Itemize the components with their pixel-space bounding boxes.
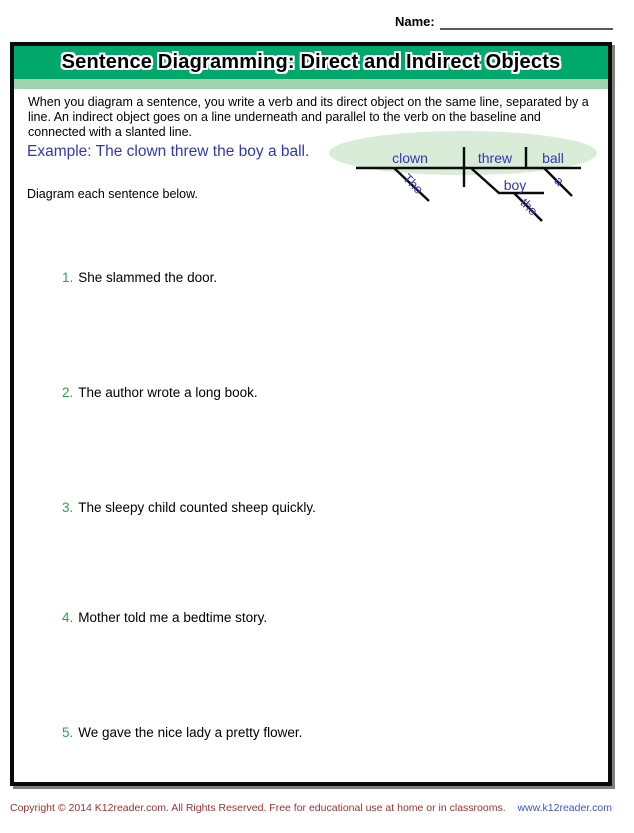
example-sentence: Example: The clown threw the boy a ball. — [27, 143, 310, 160]
diagram-indirect-object-modifier-word: the — [517, 195, 541, 219]
sentence-text: We gave the nice lady a pretty flower. — [78, 725, 303, 740]
sentence-item-1 — [62, 270, 217, 286]
name-row — [395, 14, 613, 30]
worksheet-body — [14, 89, 608, 782]
sentence-number: 3. — [62, 500, 74, 515]
diagram-verb-word: threw — [477, 150, 513, 166]
sentence-number: 5. — [62, 725, 74, 740]
worksheet-box — [10, 42, 612, 786]
sentence-item-3 — [62, 500, 316, 516]
sentence-text: She slammed the door. — [78, 270, 218, 285]
sentence-text: The author wrote a long book. — [78, 385, 258, 400]
name-label: Name: — [395, 14, 435, 29]
instructions-paragraph: When you diagram a sentence, you write a verb and its direct object on the same line, separated by a line. An indirect object goes on a line underneath and parallel to the verb on the baseline and connected with a slanted line. — [28, 95, 589, 139]
diagram-indirect-object-word: boy — [503, 177, 527, 193]
sentence-text: Mother told me a bedtime story. — [78, 610, 268, 625]
copyright-text: Copyright © 2014 K12reader.com. All Rights Reserved. Free for educational use at home or in classrooms. — [10, 802, 506, 814]
sentence-item-2 — [62, 385, 258, 401]
title-banner-accent-strip — [14, 79, 608, 89]
diagram-direct-object-word: ball — [542, 150, 564, 166]
name-blank-line — [440, 14, 613, 30]
diagram-direct-object-modifier-word: a — [551, 172, 568, 189]
sentence-text: The sleepy child counted sheep quickly. — [78, 500, 316, 515]
sentence-item-4 — [62, 610, 267, 626]
sentence-item-5 — [62, 725, 302, 741]
example-sentence-diagram — [321, 128, 613, 236]
diagram-subject-modifier-word: The — [399, 170, 427, 198]
website-link[interactable]: www.k12reader.com — [517, 802, 612, 814]
page-title: Sentence Diagramming: Direct and Indirect Objects — [61, 51, 561, 73]
footer — [10, 802, 612, 814]
diagram-subject-word: clown — [392, 150, 428, 166]
sentence-number: 1. — [62, 270, 74, 285]
sentence-number: 4. — [62, 610, 74, 625]
title-banner — [14, 46, 608, 79]
sentence-number: 2. — [62, 385, 74, 400]
task-prompt: Diagram each sentence below. — [27, 187, 198, 201]
